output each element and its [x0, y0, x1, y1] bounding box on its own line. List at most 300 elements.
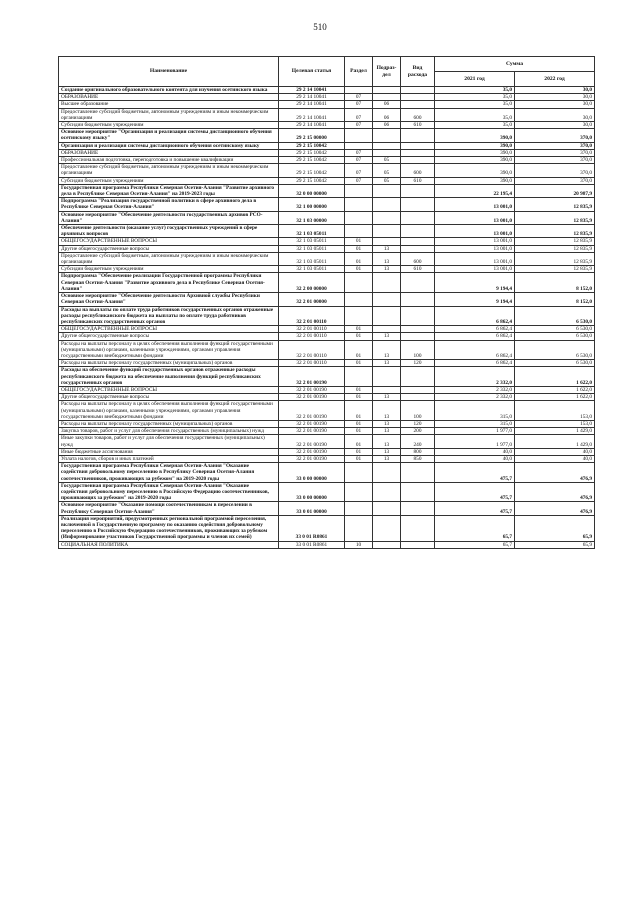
cell-vid: [401, 184, 435, 197]
cell-name: Иные закупки товаров, работ и услуг для обеспечения государственных (муниципальных) нужд: [59, 435, 279, 448]
table-row: [59, 245, 595, 252]
cell-podrazdel: 13: [373, 333, 401, 340]
cell-razdel: [345, 502, 373, 515]
cell-name: Государственная программа Республики Северная Осетия-Алания "Оказание содействия добровольному переселению в Республику Северная Осетия-Алания соотечественников, проживающих за рубежом" на 2019-2020 годы: [59, 463, 279, 483]
cell-sum-2022: 1 622,0: [515, 386, 595, 393]
cell-code: 29 2 14 10041: [279, 101, 345, 108]
cell-sum-2022: 40,0: [515, 455, 595, 462]
cell-code: 32 1 03 05011: [279, 245, 345, 252]
cell-name: Субсидии бюджетным учреждениям: [59, 177, 279, 184]
cell-sum-2021: 6 862,4: [435, 333, 515, 340]
cell-podrazdel: 13: [373, 455, 401, 462]
cell-podrazdel: 13: [373, 420, 401, 427]
cell-vid: 800: [401, 448, 435, 455]
cell-podrazdel: [373, 541, 401, 548]
cell-name: Предоставление субсидий бюджетным, автономным учреждениям и иным некоммерческим организациям: [59, 108, 279, 121]
cell-vid: [401, 463, 435, 483]
page-number: 510: [313, 22, 327, 32]
cell-vid: 100: [401, 401, 435, 421]
cell-vid: 610: [401, 122, 435, 129]
cell-sum-2021: 6 862,4: [435, 306, 515, 326]
table-header-row: [59, 57, 595, 72]
cell-razdel: 01: [345, 252, 373, 265]
cell-code: 32 2 01 00110: [279, 326, 345, 333]
table-row: [59, 157, 595, 164]
cell-razdel: 07: [345, 108, 373, 121]
cell-razdel: [345, 129, 373, 142]
cell-razdel: 01: [345, 360, 373, 367]
cell-code: 32 1 03 05011: [279, 266, 345, 273]
cell-name: Реализация мероприятий, предусмотренных региональной программой переселения, включенной в Государственную программу по оказанию содействия добровольному переселению в Российскую Федерацию соотечественников, проживающих за рубежом (Информирование участников Государственной программы и членов их семей): [59, 515, 279, 541]
cell-sum-2021: 390,0: [435, 142, 515, 149]
cell-vid: 120: [401, 360, 435, 367]
cell-sum-2021: 13 001,0: [435, 252, 515, 265]
table-row: [59, 340, 595, 360]
cell-sum-2021: 6 862,4: [435, 340, 515, 360]
cell-sum-2021: 390,0: [435, 129, 515, 142]
cell-name: Подпрограмма "Обеспечение реализации Государственной программы Республики Северная Осетия-Алания "Развитие архивного дела в Республике Северная Осетия-Алания": [59, 273, 279, 293]
cell-name: Расходы на обеспечение функций государственных органов отраженные расходы республиканского бюджета на обеспечение выполнения функций республиканских государственных органов: [59, 367, 279, 387]
table-row: [59, 225, 595, 238]
cell-podrazdel: 13: [373, 245, 401, 252]
cell-razdel: 07: [345, 94, 373, 101]
cell-sum-2022: 370,0: [515, 129, 595, 142]
cell-sum-2021: 35,0: [435, 101, 515, 108]
table-row: [59, 428, 595, 435]
cell-razdel: [345, 211, 373, 224]
cell-podrazdel: [373, 94, 401, 101]
cell-podrazdel: [373, 142, 401, 149]
cell-podrazdel: [373, 482, 401, 502]
cell-vid: [401, 541, 435, 548]
cell-name: Расходы на выплаты персоналу государственных (муниципальных) органов: [59, 360, 279, 367]
cell-podrazdel: 13: [373, 428, 401, 435]
cell-code: 32 2 01 00190: [279, 428, 345, 435]
cell-sum-2022: 65,9: [515, 541, 595, 548]
cell-razdel: 01: [345, 435, 373, 448]
table-row: [59, 420, 595, 427]
header-razdel: Раздел: [345, 57, 373, 87]
cell-razdel: [345, 515, 373, 541]
cell-podrazdel: 13: [373, 394, 401, 401]
cell-code: 32 2 01 00110: [279, 340, 345, 360]
cell-name: Основное мероприятие "Обеспечение деятельности Архивной службы Республики Северная Осетия-Алания": [59, 293, 279, 306]
cell-sum-2021: 65,7: [435, 515, 515, 541]
cell-vid: [401, 149, 435, 156]
cell-sum-2021: 6 862,4: [435, 360, 515, 367]
cell-code: 32 2 01 00190: [279, 435, 345, 448]
cell-vid: [401, 245, 435, 252]
cell-name: Другие общегосударственные вопросы: [59, 245, 279, 252]
cell-sum-2021: 9 194,4: [435, 293, 515, 306]
cell-razdel: 01: [345, 455, 373, 462]
cell-code: 32 2 01 00190: [279, 367, 345, 387]
table-row: [59, 108, 595, 121]
cell-podrazdel: [373, 515, 401, 541]
cell-code: 33 0 00 00000: [279, 463, 345, 483]
cell-razdel: 01: [345, 428, 373, 435]
cell-razdel: 01: [345, 238, 373, 245]
cell-code: 32 2 01 00190: [279, 394, 345, 401]
cell-code: 29 2 15 10042: [279, 164, 345, 177]
cell-sum-2021: 35,0: [435, 87, 515, 94]
budget-table: [58, 56, 595, 549]
cell-podrazdel: 13: [373, 252, 401, 265]
cell-code: 32 1 03 05011: [279, 225, 345, 238]
cell-name: ОБЩЕГОСУДАРСТВЕННЫЕ ВОПРОСЫ: [59, 238, 279, 245]
cell-sum-2022: 6 530,0: [515, 340, 595, 360]
cell-code: 29 2 14 10041: [279, 122, 345, 129]
header-year-2021: 2021 год: [435, 72, 515, 87]
cell-sum-2021: 390,0: [435, 177, 515, 184]
cell-vid: 120: [401, 420, 435, 427]
cell-razdel: 10: [345, 541, 373, 548]
cell-code: 29 2 15 10042: [279, 177, 345, 184]
cell-sum-2022: 30,0: [515, 94, 595, 101]
cell-vid: [401, 157, 435, 164]
cell-sum-2021: 390,0: [435, 157, 515, 164]
cell-podrazdel: 13: [373, 266, 401, 273]
cell-sum-2022: 30,0: [515, 101, 595, 108]
cell-code: 32 2 01 00190: [279, 420, 345, 427]
header-summa: Сумма: [435, 57, 595, 72]
table-body: [59, 87, 595, 549]
table-row: [59, 266, 595, 273]
cell-sum-2021: 13 001,0: [435, 211, 515, 224]
cell-code: 29 2 15 10042: [279, 142, 345, 149]
table-row: [59, 541, 595, 548]
cell-code: 29 2 15 10042: [279, 149, 345, 156]
cell-code: 29 2 14 10041: [279, 87, 345, 94]
table-row: [59, 386, 595, 393]
table-row: [59, 401, 595, 421]
cell-sum-2021: 475,7: [435, 482, 515, 502]
cell-razdel: 07: [345, 164, 373, 177]
cell-vid: [401, 306, 435, 326]
cell-sum-2021: 390,0: [435, 164, 515, 177]
cell-razdel: [345, 367, 373, 387]
cell-vid: [401, 386, 435, 393]
table-row: [59, 463, 595, 483]
cell-name: Предоставление субсидий бюджетным, автономным учреждениям и иным некоммерческим организациям: [59, 252, 279, 265]
cell-sum-2021: 65,7: [435, 541, 515, 548]
cell-name: Расходы на выплаты по оплате труда работников государственных органов отраженные расходы республиканского бюджета на выплаты по оплате труда работников республиканских государственных органов: [59, 306, 279, 326]
cell-vid: 240: [401, 435, 435, 448]
table-row: [59, 87, 595, 94]
cell-sum-2021: 40,0: [435, 455, 515, 462]
cell-vid: [401, 482, 435, 502]
cell-sum-2022: 8 152,0: [515, 273, 595, 293]
cell-vid: [401, 211, 435, 224]
cell-code: 32 2 01 00110: [279, 306, 345, 326]
cell-vid: [401, 326, 435, 333]
cell-podrazdel: [373, 184, 401, 197]
cell-code: 29 2 14 10041: [279, 94, 345, 101]
table-row: [59, 238, 595, 245]
cell-razdel: 07: [345, 101, 373, 108]
cell-podrazdel: [373, 87, 401, 94]
cell-vid: 610: [401, 266, 435, 273]
cell-vid: [401, 515, 435, 541]
cell-sum-2022: 12 835,9: [515, 238, 595, 245]
table-row: [59, 94, 595, 101]
cell-vid: [401, 394, 435, 401]
cell-podrazdel: [373, 306, 401, 326]
table-row: [59, 101, 595, 108]
cell-sum-2022: 370,0: [515, 142, 595, 149]
cell-podrazdel: [373, 273, 401, 293]
cell-podrazdel: 13: [373, 401, 401, 421]
header-code: Целевая статья: [279, 57, 345, 87]
cell-sum-2022: 153,0: [515, 401, 595, 421]
cell-code: 32 2 01 00110: [279, 360, 345, 367]
cell-name: Расходы на выплаты персоналу в целях обеспечения выполнения функций государственными (муниципальными) органами, казенными учреждениями, органами управления государственными внебюджетными фондами: [59, 340, 279, 360]
cell-vid: [401, 94, 435, 101]
cell-sum-2021: 35,0: [435, 122, 515, 129]
table-row: [59, 184, 595, 197]
cell-razdel: [345, 184, 373, 197]
cell-sum-2022: 370,0: [515, 149, 595, 156]
cell-sum-2021: 315,0: [435, 401, 515, 421]
cell-podrazdel: [373, 367, 401, 387]
cell-podrazdel: 13: [373, 340, 401, 360]
table-row: [59, 211, 595, 224]
table-row: [59, 394, 595, 401]
cell-vid: [401, 101, 435, 108]
cell-vid: 610: [401, 177, 435, 184]
cell-sum-2022: 370,0: [515, 177, 595, 184]
cell-sum-2022: 476,9: [515, 502, 595, 515]
cell-razdel: 01: [345, 401, 373, 421]
cell-code: 32 1 03 05011: [279, 252, 345, 265]
cell-sum-2022: 12 835,9: [515, 266, 595, 273]
cell-sum-2022: 1 429,0: [515, 435, 595, 448]
table-row: [59, 455, 595, 462]
cell-sum-2021: 13 001,0: [435, 198, 515, 211]
cell-code: 33 0 01 00000: [279, 502, 345, 515]
cell-code: 32 2 01 00110: [279, 333, 345, 340]
cell-podrazdel: [373, 326, 401, 333]
cell-razdel: [345, 225, 373, 238]
cell-sum-2021: 390,0: [435, 149, 515, 156]
cell-vid: [401, 142, 435, 149]
cell-sum-2022: 30,0: [515, 122, 595, 129]
cell-vid: [401, 293, 435, 306]
cell-sum-2021: 2 332,0: [435, 394, 515, 401]
cell-vid: [401, 225, 435, 238]
cell-podrazdel: [373, 293, 401, 306]
cell-code: 32 2 01 00190: [279, 448, 345, 455]
table-row: [59, 367, 595, 387]
cell-razdel: 07: [345, 122, 373, 129]
cell-code: 29 2 14 10041: [279, 108, 345, 121]
cell-vid: [401, 333, 435, 340]
cell-razdel: 01: [345, 333, 373, 340]
cell-sum-2021: 2 332,0: [435, 386, 515, 393]
cell-sum-2022: 476,9: [515, 482, 595, 502]
cell-code: 32 2 01 00190: [279, 455, 345, 462]
cell-vid: [401, 198, 435, 211]
cell-sum-2022: 12 835,9: [515, 198, 595, 211]
cell-razdel: [345, 293, 373, 306]
cell-name: Организация и реализация системы дистанционного обучения осетинскому языку: [59, 142, 279, 149]
cell-razdel: [345, 273, 373, 293]
cell-name: Подпрограмма "Реализация государственной политики в сфере архивного дела в Республике Северная Осетия-Алания": [59, 198, 279, 211]
cell-razdel: 01: [345, 245, 373, 252]
cell-name: Субсидии бюджетным учреждениям: [59, 122, 279, 129]
cell-code: 32 2 01 00000: [279, 293, 345, 306]
table-row: [59, 177, 595, 184]
cell-razdel: [345, 306, 373, 326]
cell-sum-2022: 6 530,0: [515, 326, 595, 333]
cell-sum-2022: 12 835,9: [515, 252, 595, 265]
cell-sum-2022: 30,0: [515, 108, 595, 121]
cell-podrazdel: 13: [373, 435, 401, 448]
cell-podrazdel: 13: [373, 360, 401, 367]
cell-sum-2021: 40,0: [435, 448, 515, 455]
table-row: [59, 129, 595, 142]
table-row: [59, 149, 595, 156]
cell-vid: [401, 273, 435, 293]
table-row: [59, 435, 595, 448]
cell-sum-2021: 13 001,0: [435, 266, 515, 273]
cell-sum-2022: 12 835,9: [515, 211, 595, 224]
cell-code: 32 1 03 00000: [279, 211, 345, 224]
cell-podrazdel: [373, 129, 401, 142]
cell-razdel: [345, 463, 373, 483]
cell-sum-2022: 30,0: [515, 87, 595, 94]
cell-podrazdel: 05: [373, 157, 401, 164]
cell-code: 32 2 00 00000: [279, 273, 345, 293]
cell-razdel: 07: [345, 149, 373, 156]
cell-sum-2021: 475,7: [435, 463, 515, 483]
cell-name: Высшее образование: [59, 101, 279, 108]
cell-code: 29 2 15 10042: [279, 157, 345, 164]
cell-vid: 100: [401, 340, 435, 360]
cell-vid: 850: [401, 455, 435, 462]
cell-razdel: 01: [345, 448, 373, 455]
cell-vid: 600: [401, 164, 435, 177]
table-row: [59, 122, 595, 129]
cell-code: 33 0 00 00000: [279, 482, 345, 502]
cell-podrazdel: [373, 238, 401, 245]
cell-code: 32 0 00 00000: [279, 184, 345, 197]
header-vid: Вид расхода: [401, 57, 435, 87]
cell-sum-2021: 315,0: [435, 420, 515, 427]
cell-razdel: 01: [345, 420, 373, 427]
header-name: Наименование: [59, 57, 279, 87]
cell-sum-2022: 40,0: [515, 448, 595, 455]
cell-razdel: 01: [345, 266, 373, 273]
cell-razdel: 01: [345, 386, 373, 393]
table-row: [59, 198, 595, 211]
table-row: [59, 293, 595, 306]
table-row: [59, 252, 595, 265]
cell-sum-2022: 65,9: [515, 515, 595, 541]
cell-podrazdel: [373, 502, 401, 515]
cell-sum-2022: 370,0: [515, 157, 595, 164]
cell-sum-2021: 2 332,0: [435, 367, 515, 387]
cell-name: Государственная программа Республики Северная Осетия-Алания "Оказание содействия добровольному переселению в Российскую Федерацию соотечественников, проживающих за рубежом" на 2019-2020 годы: [59, 482, 279, 502]
header-year-2022: 2022 год: [515, 72, 595, 87]
cell-sum-2022: 370,0: [515, 164, 595, 177]
cell-sum-2022: 6 530,0: [515, 333, 595, 340]
cell-sum-2021: 1 977,0: [435, 428, 515, 435]
cell-name: Другие общегосударственные вопросы: [59, 333, 279, 340]
cell-vid: 600: [401, 252, 435, 265]
cell-vid: [401, 87, 435, 94]
cell-sum-2021: 475,7: [435, 502, 515, 515]
cell-name: Расходы на выплаты персоналу государственных (муниципальных) органов: [59, 420, 279, 427]
table-row: [59, 482, 595, 502]
cell-podrazdel: [373, 149, 401, 156]
cell-name: Основное мероприятие "Оказание помощи соотечественникам в переселении в Республику Северная Осетия-Алания": [59, 502, 279, 515]
cell-name: Основное мероприятие "Обеспечение деятельности государственных архивов РСО-Алания": [59, 211, 279, 224]
cell-vid: 200: [401, 428, 435, 435]
cell-name: Профессиональная подготовка, переподготовка и повышение квалификации: [59, 157, 279, 164]
cell-sum-2022: 8 152,0: [515, 293, 595, 306]
table-row: [59, 448, 595, 455]
cell-code: 29 2 15 00000: [279, 129, 345, 142]
cell-vid: [401, 238, 435, 245]
cell-sum-2022: 1 622,0: [515, 394, 595, 401]
cell-razdel: 01: [345, 394, 373, 401]
table-row: [59, 142, 595, 149]
cell-podrazdel: 05: [373, 164, 401, 177]
cell-sum-2021: 9 194,4: [435, 273, 515, 293]
table-row: [59, 515, 595, 541]
cell-razdel: [345, 87, 373, 94]
cell-sum-2021: 6 862,4: [435, 326, 515, 333]
cell-vid: 600: [401, 108, 435, 121]
cell-podrazdel: [373, 463, 401, 483]
cell-sum-2021: 13 001,0: [435, 245, 515, 252]
cell-code: 32 1 03 05011: [279, 238, 345, 245]
cell-sum-2022: 6 530,0: [515, 360, 595, 367]
cell-code: 33 0 01 R0861: [279, 541, 345, 548]
cell-name: ОБЩЕГОСУДАРСТВЕННЫЕ ВОПРОСЫ: [59, 386, 279, 393]
cell-sum-2022: 1 622,0: [515, 367, 595, 387]
cell-sum-2021: 13 001,0: [435, 225, 515, 238]
table-row: [59, 306, 595, 326]
cell-name: Расходы на выплаты персоналу в целях обеспечения выполнения функций государственными (муниципальными) органами, казенными учреждениями, органами управления государственными внебюджетными фондами: [59, 401, 279, 421]
table-row: [59, 164, 595, 177]
cell-name: Субсидии бюджетным учреждениям: [59, 266, 279, 273]
cell-razdel: 07: [345, 157, 373, 164]
cell-code: 33 0 01 R0861: [279, 515, 345, 541]
cell-razdel: 01: [345, 340, 373, 360]
cell-podrazdel: [373, 211, 401, 224]
cell-name: ОБЩЕГОСУДАРСТВЕННЫЕ ВОПРОСЫ: [59, 326, 279, 333]
cell-name: ОБРАЗОВАНИЕ: [59, 94, 279, 101]
table-row: [59, 502, 595, 515]
cell-podrazdel: 06: [373, 101, 401, 108]
cell-sum-2021: 35,0: [435, 94, 515, 101]
cell-razdel: 07: [345, 177, 373, 184]
cell-podrazdel: 05: [373, 177, 401, 184]
cell-razdel: [345, 198, 373, 211]
table-row: [59, 326, 595, 333]
cell-name: Иные бюджетные ассигнования: [59, 448, 279, 455]
cell-sum-2022: 20 987,9: [515, 184, 595, 197]
cell-name: Предоставление субсидий бюджетным, автономным учреждениям и иным некоммерческим организациям: [59, 164, 279, 177]
cell-podrazdel: 06: [373, 108, 401, 121]
cell-name: Государственная программа Республики Северная Осетия-Алания "Развитие архивного дела в Республике Северная Осетия-Алания" на 2019-2023 годы: [59, 184, 279, 197]
cell-sum-2021: 35,0: [435, 108, 515, 121]
cell-razdel: [345, 482, 373, 502]
table-row: [59, 360, 595, 367]
cell-name: Уплата налогов, сборов и иных платежей: [59, 455, 279, 462]
